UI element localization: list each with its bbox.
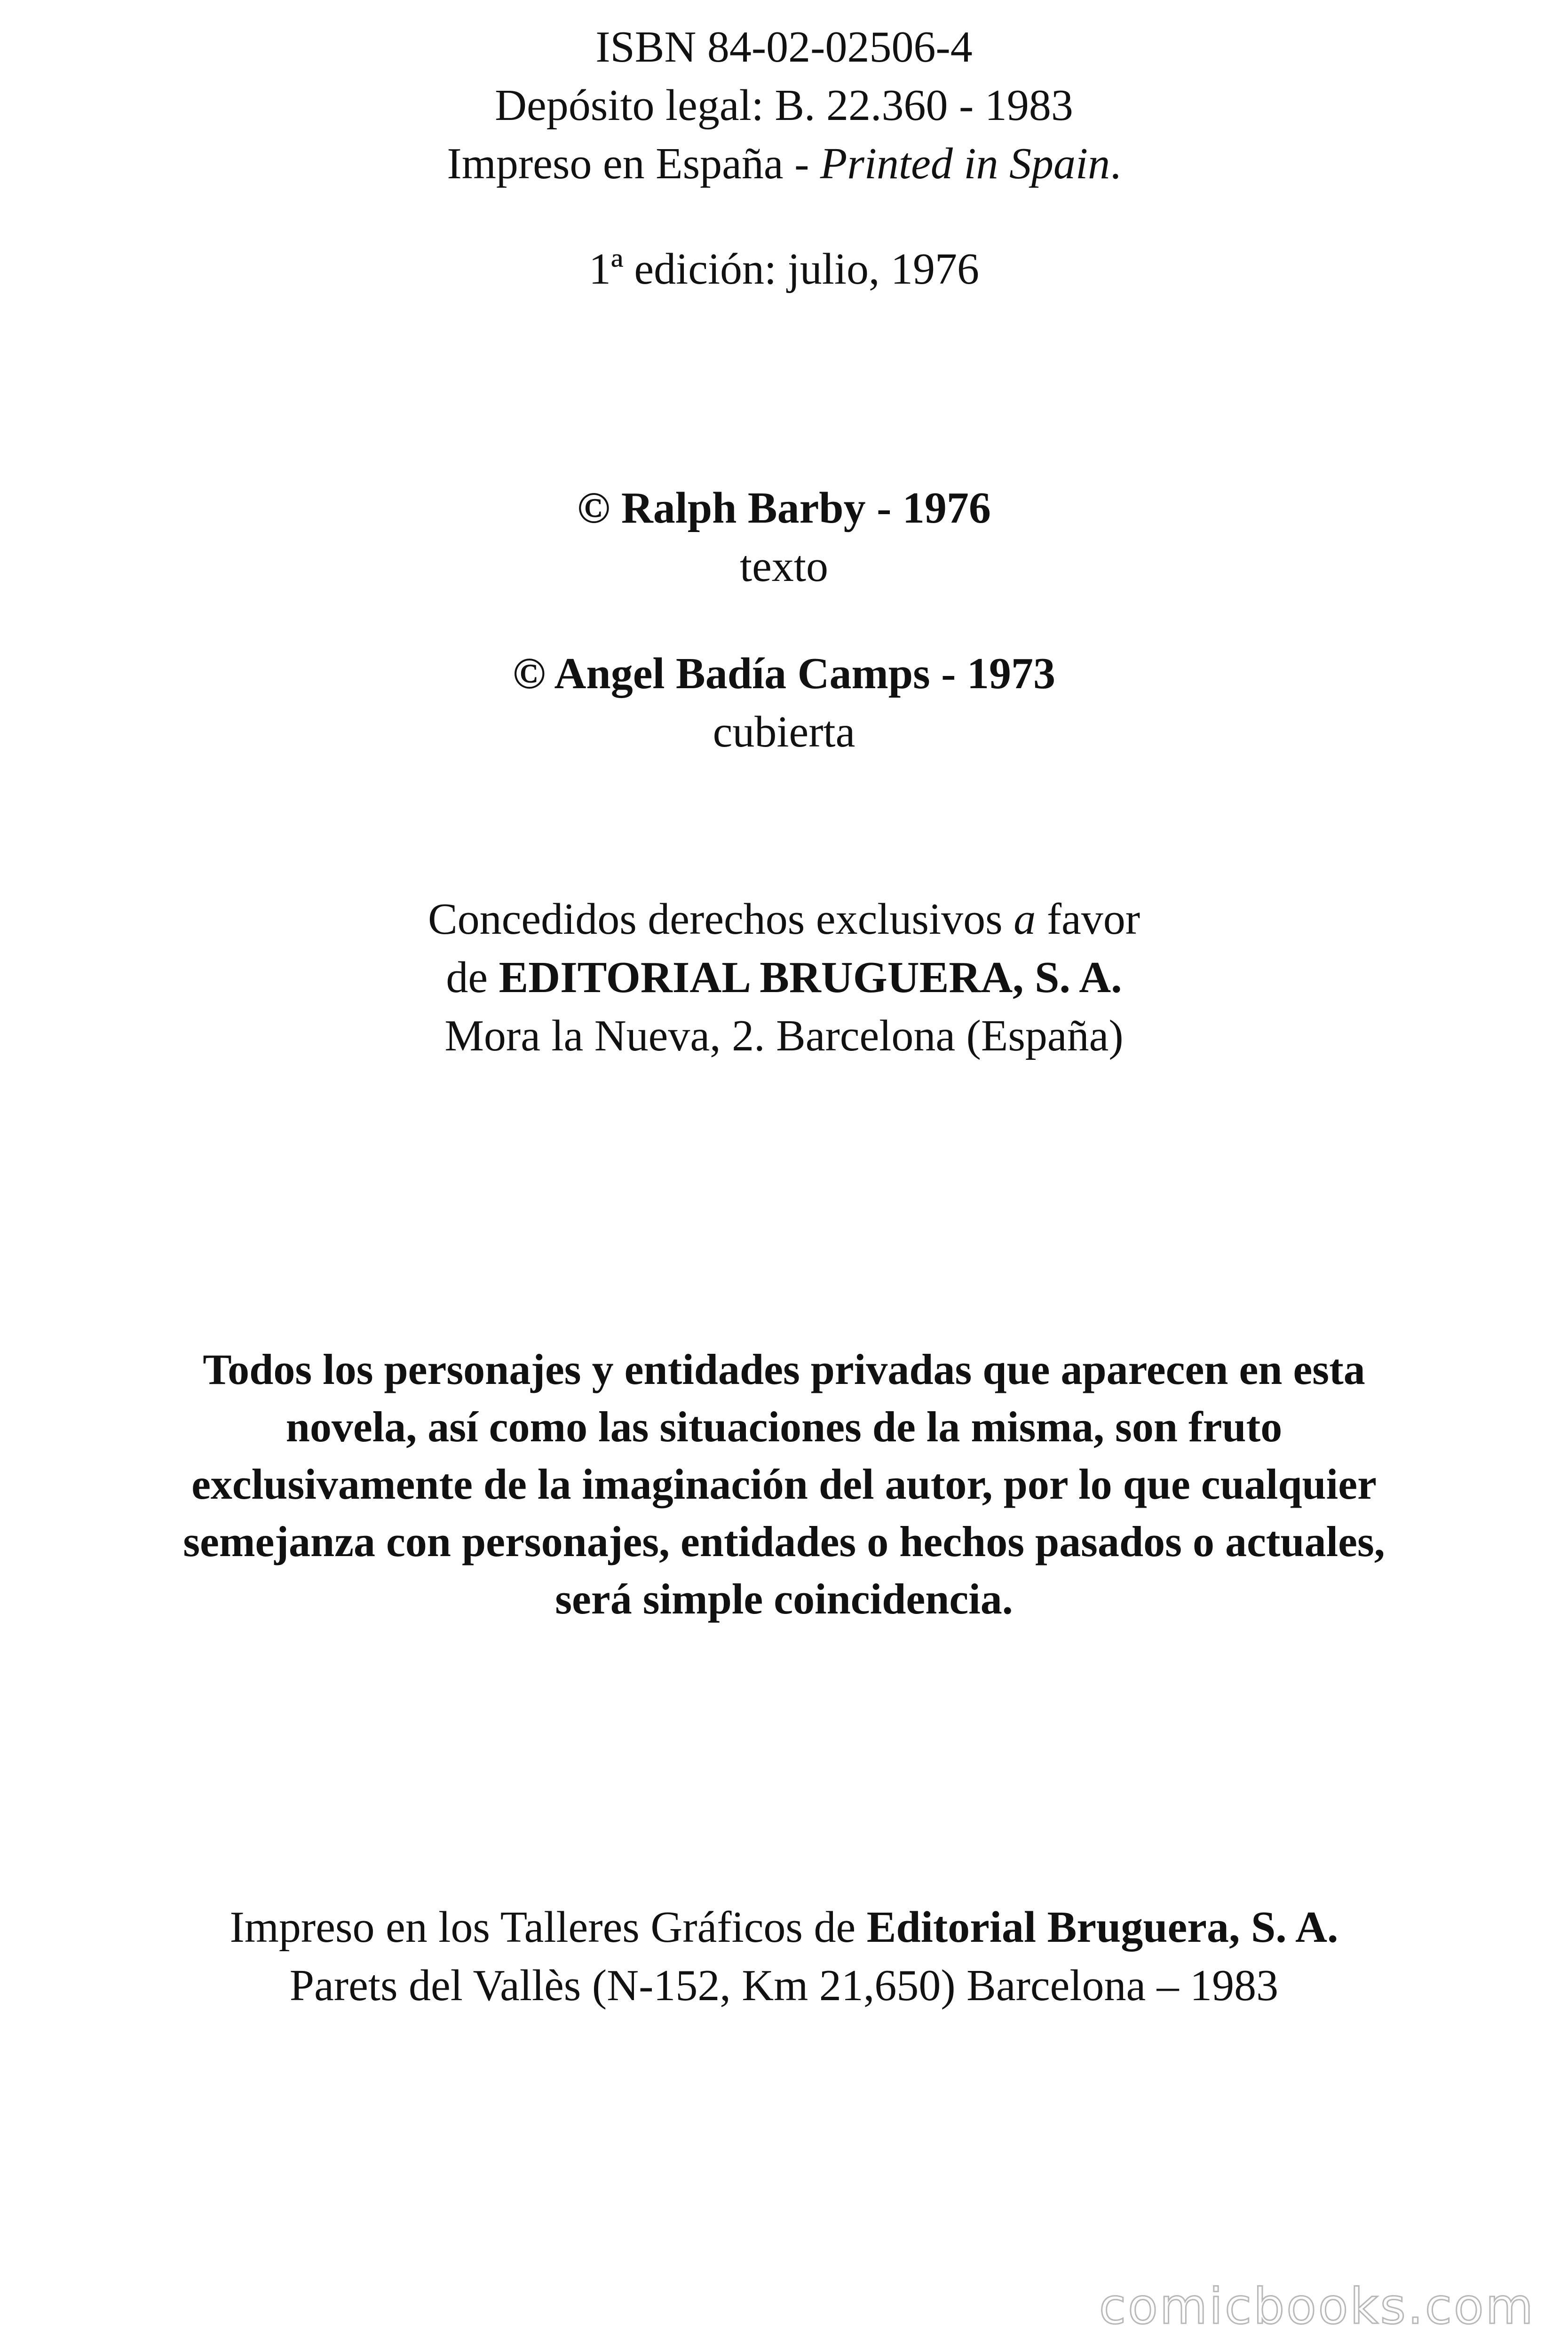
rights-line-2 [0, 948, 1568, 1007]
edition-block [0, 240, 1568, 298]
printed-in-spain [0, 135, 1568, 193]
copyright-text-block [0, 479, 1568, 596]
rights-line-2-start: de [446, 953, 499, 1002]
copyright-text-role: texto [740, 542, 828, 591]
disclaimer-line: exclusivamente de la imaginación del autor, por lo que cualquier [191, 1460, 1377, 1508]
publisher-address: Mora la Nueva, 2. Barcelona (España) [444, 1011, 1124, 1060]
rights-block [0, 890, 1568, 1065]
disclaimer-line: semejanza con personajes, entidades o hechos pasados o actuales, [183, 1518, 1385, 1565]
isbn: ISBN 84-02-02506-4 [595, 23, 973, 72]
publisher-name: EDITORIAL BRUGUERA, S. A. [499, 953, 1122, 1002]
deposito-legal: Depósito legal: B. 22.360 - 1983 [495, 81, 1073, 130]
disclaimer-line: será simple coincidencia. [555, 1575, 1013, 1623]
printer-name: Editorial Bruguera, S. A. [866, 1903, 1338, 1952]
printed-in-spain-en: Printed in Spain [820, 139, 1110, 188]
watermark: comicbooks.com [1099, 2278, 1535, 2335]
copyright-cover-holder: © Angel Badía Camps - 1973 [513, 649, 1055, 698]
rights-line-1 [0, 890, 1568, 948]
copyright-text-holder: © Ralph Barby - 1976 [577, 484, 991, 532]
copyright-cover-block [0, 644, 1568, 761]
printer-line-1-start: Impreso en los Talleres Gráficos de [230, 1903, 867, 1952]
printer-line-1 [0, 1898, 1568, 1956]
rights-line-1-italic: a [1014, 895, 1036, 944]
disclaimer-line: novela, así como las situaciones de la misma, son fruto [285, 1403, 1283, 1451]
imprint-block [0, 18, 1568, 193]
printed-in-spain-es: Impreso en España - [447, 139, 820, 188]
disclaimer-block [0, 1341, 1568, 1628]
printer-address: Parets del Vallès (N-152, Km 21,650) Barcelona – 1983 [289, 1961, 1279, 2010]
rights-line-1-start: Concedidos derechos exclusivos [428, 895, 1014, 944]
disclaimer-line: Todos los personajes y entidades privadas que aparecen en esta [203, 1345, 1365, 1393]
printer-block [0, 1898, 1568, 2015]
printed-in-spain-end: . [1110, 139, 1121, 188]
copyright-cover-role: cubierta [713, 707, 855, 756]
edition-date: 1ª edición: julio, 1976 [588, 245, 980, 294]
rights-line-1-end: favor [1036, 895, 1140, 944]
